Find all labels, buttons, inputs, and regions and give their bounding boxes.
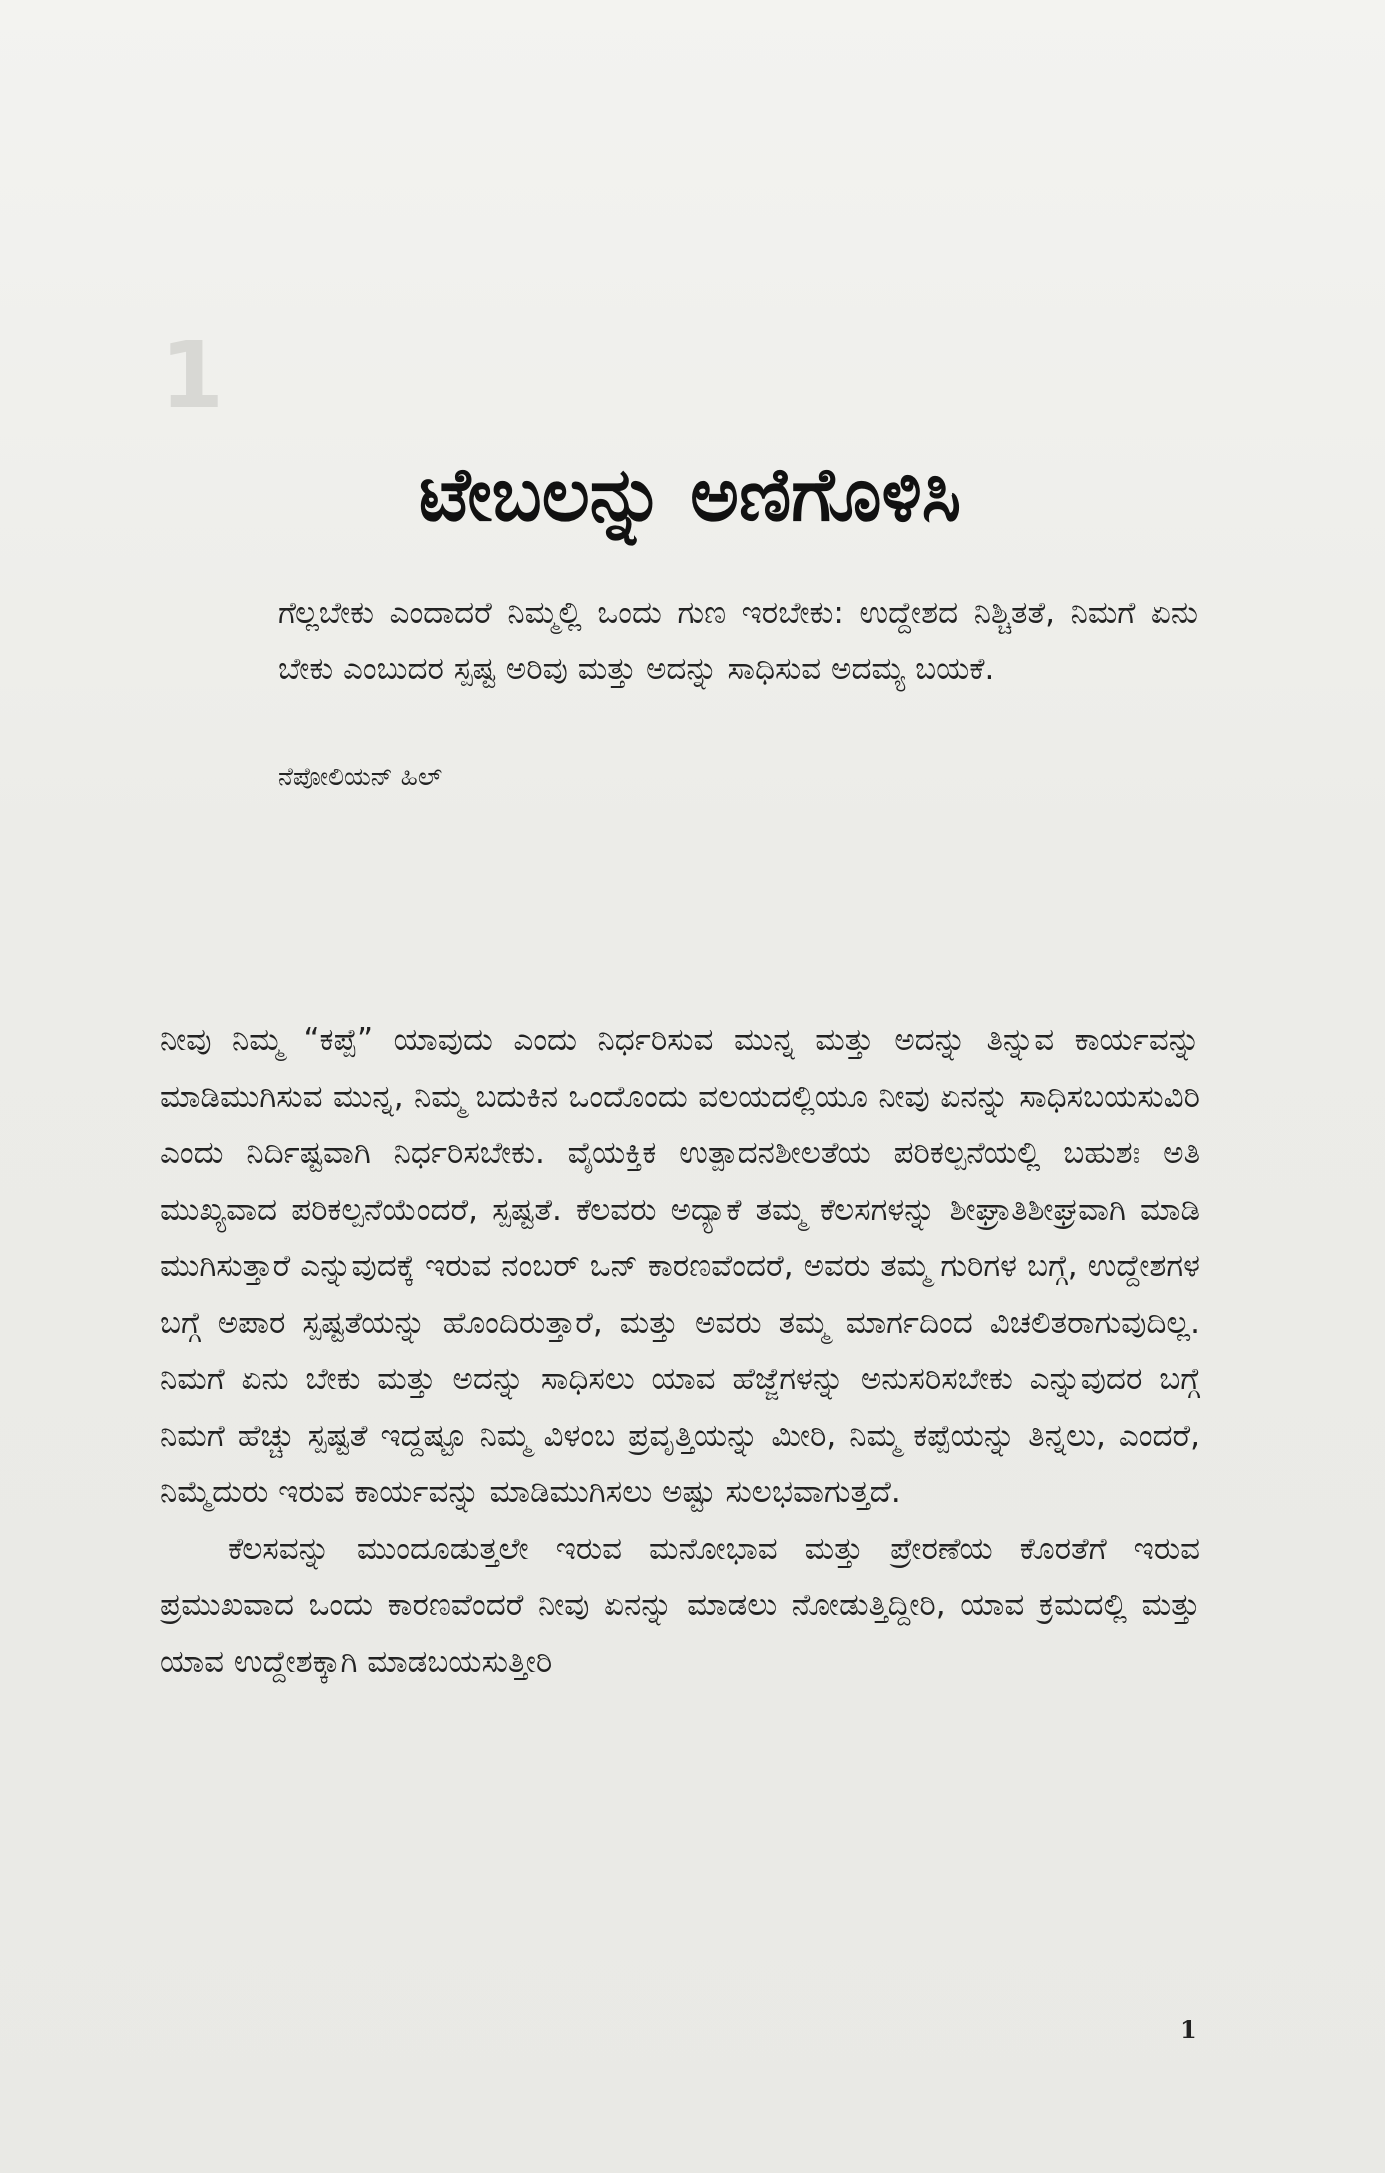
body-text	[160, 1012, 1200, 1690]
paragraph-2: ಕೆಲಸವನ್ನು ಮುಂದೂಡುತ್ತಲೇ ಇರುವ ಮನೋಭಾವ ಮತ್ತು ಪ್ರೇರಣೆಯ ಕೊರತೆಗೆ ಇರುವ ಪ್ರಮುಖವಾದ ಒಂದು ಕಾರಣವೆಂದರೆ ನೀವು ಏನನ್ನು ಮಾಡಲು ನೋಡುತ್ತಿದ್ದೀರಿ, ಯಾವ ಕ್ರಮದಲ್ಲಿ ಮತ್ತು ಯಾವ ಉದ್ದೇಶಕ್ಕಾಗಿ ಮಾಡಬಯಸುತ್ತೀರಿ	[160, 1530, 1200, 1680]
epigraph-quote: ಗೆಲ್ಲಬೇಕು ಎಂದಾದರೆ ನಿಮ್ಮಲ್ಲಿ ಒಂದು ಗುಣ ಇರಬೇಕು: ಉದ್ದೇಶದ ನಿಶ್ಚಿತತೆ, ನಿಮಗೆ ಏನು ಬೇಕು ಎಂಬುದರ ಸ್ಪಷ್ಟ ಅರಿವು ಮತ್ತು ಅದನ್ನು ಸಾಧಿಸುವ ಅದಮ್ಯ ಬಯಕೆ.	[278, 595, 1198, 687]
chapter-title: ಟೇಬಲನ್ನು ಅಣಿಗೊಳಿಸಿ	[418, 452, 962, 538]
paragraph-1: ನೀವು ನಿಮ್ಮ “ಕಪ್ಪೆ” ಯಾವುದು ಎಂದು ನಿರ್ಧರಿಸುವ ಮುನ್ನ ಮತ್ತು ಅದನ್ನು ತಿನ್ನುವ ಕಾರ್ಯವನ್ನು ಮಾಡಿಮುಗಿಸುವ ಮುನ್ನ, ನಿಮ್ಮ ಬದುಕಿನ ಒಂದೊಂದು ವಲಯದಲ್ಲಿಯೂ ನೀವು ಏನನ್ನು ಸಾಧಿಸಬಯಸುವಿರಿ ಎಂದು ನಿರ್ದಿಷ್ಟವಾಗಿ ನಿರ್ಧರಿಸಬೇಕು. ವೈಯಕ್ತಿಕ ಉತ್ಪಾದನಶೀಲತೆಯ ಪರಿಕಲ್ಪನೆಯಲ್ಲಿ ಬಹುಶಃ ಅತಿ ಮುಖ್ಯವಾದ ಪರಿಕಲ್ಪನೆಯೆಂದರೆ, ಸ್ಪಷ್ಟತೆ. ಕೆಲವರು ಅದ್ಯಾಕೆ ತಮ್ಮ ಕೆಲಸಗಳನ್ನು ಶೀಘ್ರಾತಿಶೀಘ್ರವಾಗಿ ಮಾಡಿ ಮುಗಿಸುತ್ತಾರೆ ಎನ್ನುವುದಕ್ಕೆ ಇರುವ ನಂಬರ್ ಒನ್ ಕಾರಣವೆಂದರೆ, ಅವರು ತಮ್ಮ ಗುರಿಗಳ ಬಗ್ಗೆ, ಉದ್ದೇಶಗಳ ಬಗ್ಗೆ ಅಪಾರ ಸ್ಪಷ್ಟತೆಯನ್ನು ಹೊಂದಿರುತ್ತಾರೆ, ಮತ್ತು ಅವರು ತಮ್ಮ ಮಾರ್ಗದಿಂದ ವಿಚಲಿತರಾಗುವುದಿಲ್ಲ. ನಿಮಗೆ ಏನು ಬೇಕು ಮತ್ತು ಅದನ್ನು ಸಾಧಿಸಲು ಯಾವ ಹೆಜ್ಜೆಗಳನ್ನು ಅನುಸರಿಸಬೇಕು ಎನ್ನುವುದರ ಬಗ್ಗೆ ನಿಮಗೆ ಹೆಚ್ಚು ಸ್ಪಷ್ಟತೆ ಇದ್ದಷ್ಟೂ ನಿಮ್ಮ ವಿಳಂಬ ಪ್ರವೃತ್ತಿಯನ್ನು ಮೀರಿ, ನಿಮ್ಮ ಕಪ್ಪೆಯನ್ನು ತಿನ್ನಲು, ಎಂದರೆ, ನಿಮ್ಮೆದುರು ಇರುವ ಕಾರ್ಯವನ್ನು ಮಾಡಿಮುಗಿಸಲು ಅಷ್ಟು ಸುಲಭವಾಗುತ್ತದೆ.	[160, 1022, 1200, 1510]
page-number: 1	[1180, 2015, 1197, 2044]
epigraph-author: ನೆಪೋಲಿಯನ್ ಹಿಲ್	[278, 762, 443, 791]
chapter-number: 1	[160, 322, 225, 429]
